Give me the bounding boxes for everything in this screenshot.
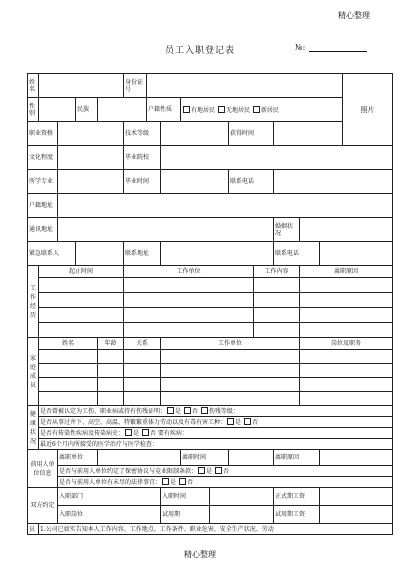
no-label: 否 [191,408,198,415]
registration-table [27,73,393,535]
row-hukou-addr [28,194,393,218]
agree-probation-salary-field[interactable] [320,506,393,524]
health-q1 [39,406,393,417]
hukou-option-1-checkbox[interactable] [183,106,190,113]
gender-field[interactable] [39,98,76,122]
health-q3-yes-checkbox[interactable] [125,429,132,436]
yes-label: 是 [206,468,213,475]
table-row [28,308,393,323]
gender-label: 性别 [28,98,39,122]
table-row [28,364,393,378]
injury-level-label: 伤残等级： [208,408,239,415]
prev-leave-time-field[interactable] [229,450,274,466]
family-col-post: 岗位及职务 [300,338,393,350]
obtain-time-field[interactable] [274,122,343,146]
photo-box[interactable] [343,74,393,146]
prev-unit-label: 离职单位 [58,450,98,466]
table-row [28,350,393,364]
photo-label: 照片 [360,105,375,114]
health-q1-no-checkbox[interactable] [184,407,191,414]
number-label: №: [295,43,306,52]
prev-legal-yes-checkbox[interactable] [162,478,169,485]
hukou-type-label: 户籍性质 [147,98,181,122]
footer-note: 精心整理 [184,550,216,559]
prev-section-label: 前用人单位信息 [28,450,58,488]
work-col-reason: 离职原因 [300,266,393,278]
header-note: 精心整理 [338,11,370,20]
career-qual-field[interactable] [58,122,124,146]
prev-conf-no-checkbox[interactable] [215,467,222,474]
prev-leave-time-label: 离职时间 [181,450,229,466]
family-col-unit: 工作单位 [161,338,300,350]
health-q2 [39,417,393,428]
form-title: 员工入职登记表 [164,46,235,56]
number-field[interactable] [309,51,367,52]
id-card-label: 身份证号 [124,74,147,98]
hukou-addr-field[interactable] [58,194,393,218]
education-label: 文化程度 [28,146,58,170]
grad-time-field[interactable] [161,170,229,194]
prev-leave-reason-label: 离职原因 [274,450,320,466]
health-q1-text: 是否曾被认定为工伤、职业病或持有伤残证明： [40,408,167,415]
family-col-relation: 关系 [124,338,161,350]
yes-label: 是 [133,430,140,437]
family-col-age: 年龄 [98,338,124,350]
ethnicity-field[interactable] [98,98,147,122]
yes-label: 是 [235,419,242,426]
agree-join-time-field[interactable] [210,488,274,506]
health-q3-text: 是否有传染性疾病及传染病史： [40,430,125,437]
yes-label: 是 [170,479,177,486]
hukou-type-options [181,98,343,122]
no-label: 否 [222,468,229,475]
major-label: 所学专业 [28,170,58,194]
no-label: 否 [149,430,156,437]
prev-leave-reason-field[interactable] [320,450,393,466]
marital-field[interactable] [300,218,393,242]
health-q2-yes-checkbox[interactable] [227,418,234,425]
mail-addr-label: 通讯地址 [28,218,58,242]
health-q3 [39,428,393,439]
health-section-label: 健康状况 [28,406,39,450]
hukou-option-2-label: 无地居民 [225,106,250,114]
name-field[interactable] [39,74,124,98]
disease-label: 要有疾病： [157,430,188,437]
health-q1-yes-checkbox[interactable] [167,407,174,414]
bottom-text: 1.公司已如实告知本人工作内容、工作地点、工作条件、职业危害、安全生产状况、劳动 [39,524,393,535]
prev-conf [58,466,393,477]
table-row [28,278,393,293]
tech-level-field[interactable] [161,122,229,146]
hukou-option-3-label: 新居民 [260,106,279,114]
bottom-row [28,524,393,535]
no-label: 否 [251,419,258,426]
health-q4: 最近6个月内所接受的医学治疗与医学检查： [39,439,393,450]
row-gender [28,98,393,122]
contact-phone-field[interactable] [320,242,393,266]
marital-label: 婚姻状况 [274,218,300,242]
prev-legal [58,477,393,488]
row-major [28,170,393,194]
emergency-label: 紧急联系人 [28,242,76,266]
phone-field[interactable] [274,170,393,194]
health-q1-row [28,406,393,417]
ethnicity-label: 民族 [76,98,98,122]
work-col-content: 工作内容 [254,266,300,278]
health-q4-row [28,439,393,450]
tech-level-label: 技术等级 [124,122,161,146]
hukou-option-1-label: 有地居民 [191,106,216,114]
family-section-label: 家庭成员 [28,338,39,406]
agree-dept-label: 入职部门 [58,488,161,506]
table-row [28,323,393,338]
agree-salary-field[interactable] [320,488,393,506]
grad-time-label: 毕业时间 [124,170,161,194]
row-mail-addr [28,218,393,242]
health-q3-no-checkbox[interactable] [142,429,149,436]
prev-legal-no-checkbox[interactable] [179,478,186,485]
prev-legal-row [28,477,393,488]
hukou-option-2-checkbox[interactable] [218,106,225,113]
hukou-addr-label: 户籍地址 [28,194,58,218]
major-field[interactable] [58,170,124,194]
agree-salary-label: 正式期工资 [274,488,320,506]
health-q2-no-checkbox[interactable] [244,418,251,425]
agree-probation-salary-label: 试用期工资 [274,506,320,524]
prev-unit-row [28,450,393,466]
form-number [295,43,367,52]
row-name [28,74,393,98]
health-q2-row [28,417,393,428]
health-q2-text: 是否从事过井下、高空、高温、特繁繁重体力劳动以及有毒有害工种： [40,419,227,426]
prev-unit-field[interactable] [98,450,181,466]
health-q3-row [28,428,393,439]
agree-post-label: 入职岗位 [58,506,161,524]
family-header-row [28,338,393,350]
work-col-period: 起止时间 [39,266,124,278]
obtain-time-label: 获得时间 [229,122,274,146]
table-row [28,378,393,392]
agree-probation-label: 试用期 [161,506,210,524]
school-label: 毕业院校 [124,146,161,170]
health-injury-checkbox[interactable] [201,407,208,414]
education-field[interactable] [58,146,124,170]
phone-label: 联系电话 [229,170,274,194]
agree-probation-field[interactable] [210,506,274,524]
agree-section-label: 双方约定 [28,488,58,524]
name-label: 姓名 [28,74,39,98]
work-header-row [28,266,393,278]
contact-addr-field[interactable] [161,242,274,266]
prev-legal-text: 是否与前用人单位有未尽的法律事宜： [59,479,162,486]
school-field[interactable] [161,146,393,170]
contact-addr-label: 联系地址 [124,242,161,266]
bottom-label: 员 [28,524,39,535]
agree-row-1 [28,488,393,506]
mail-addr-field[interactable] [58,218,274,242]
table-row [28,392,393,406]
id-card-field[interactable] [147,74,343,98]
agree-row-2 [28,506,393,524]
row-career [28,122,393,146]
yes-label: 是 [175,408,182,415]
prev-conf-yes-checkbox[interactable] [198,467,205,474]
agree-join-time-label: 入职时间 [161,488,210,506]
table-row [28,293,393,308]
contact-phone-label: 联系电话 [274,242,320,266]
no-label: 否 [186,479,193,486]
row-emergency [28,242,393,266]
prev-conf-row [28,466,393,477]
family-col-name: 姓名 [39,338,98,350]
emergency-field[interactable] [76,242,124,266]
row-education [28,146,393,170]
hukou-option-3-checkbox[interactable] [253,106,260,113]
career-qual-label: 职业资格 [28,122,58,146]
work-col-unit: 工作单位 [124,266,254,278]
work-section-label: 工作经历 [28,266,39,338]
prev-conf-text: 是否与前用人单位约定了保密协议与竞业限制条款： [59,468,198,475]
